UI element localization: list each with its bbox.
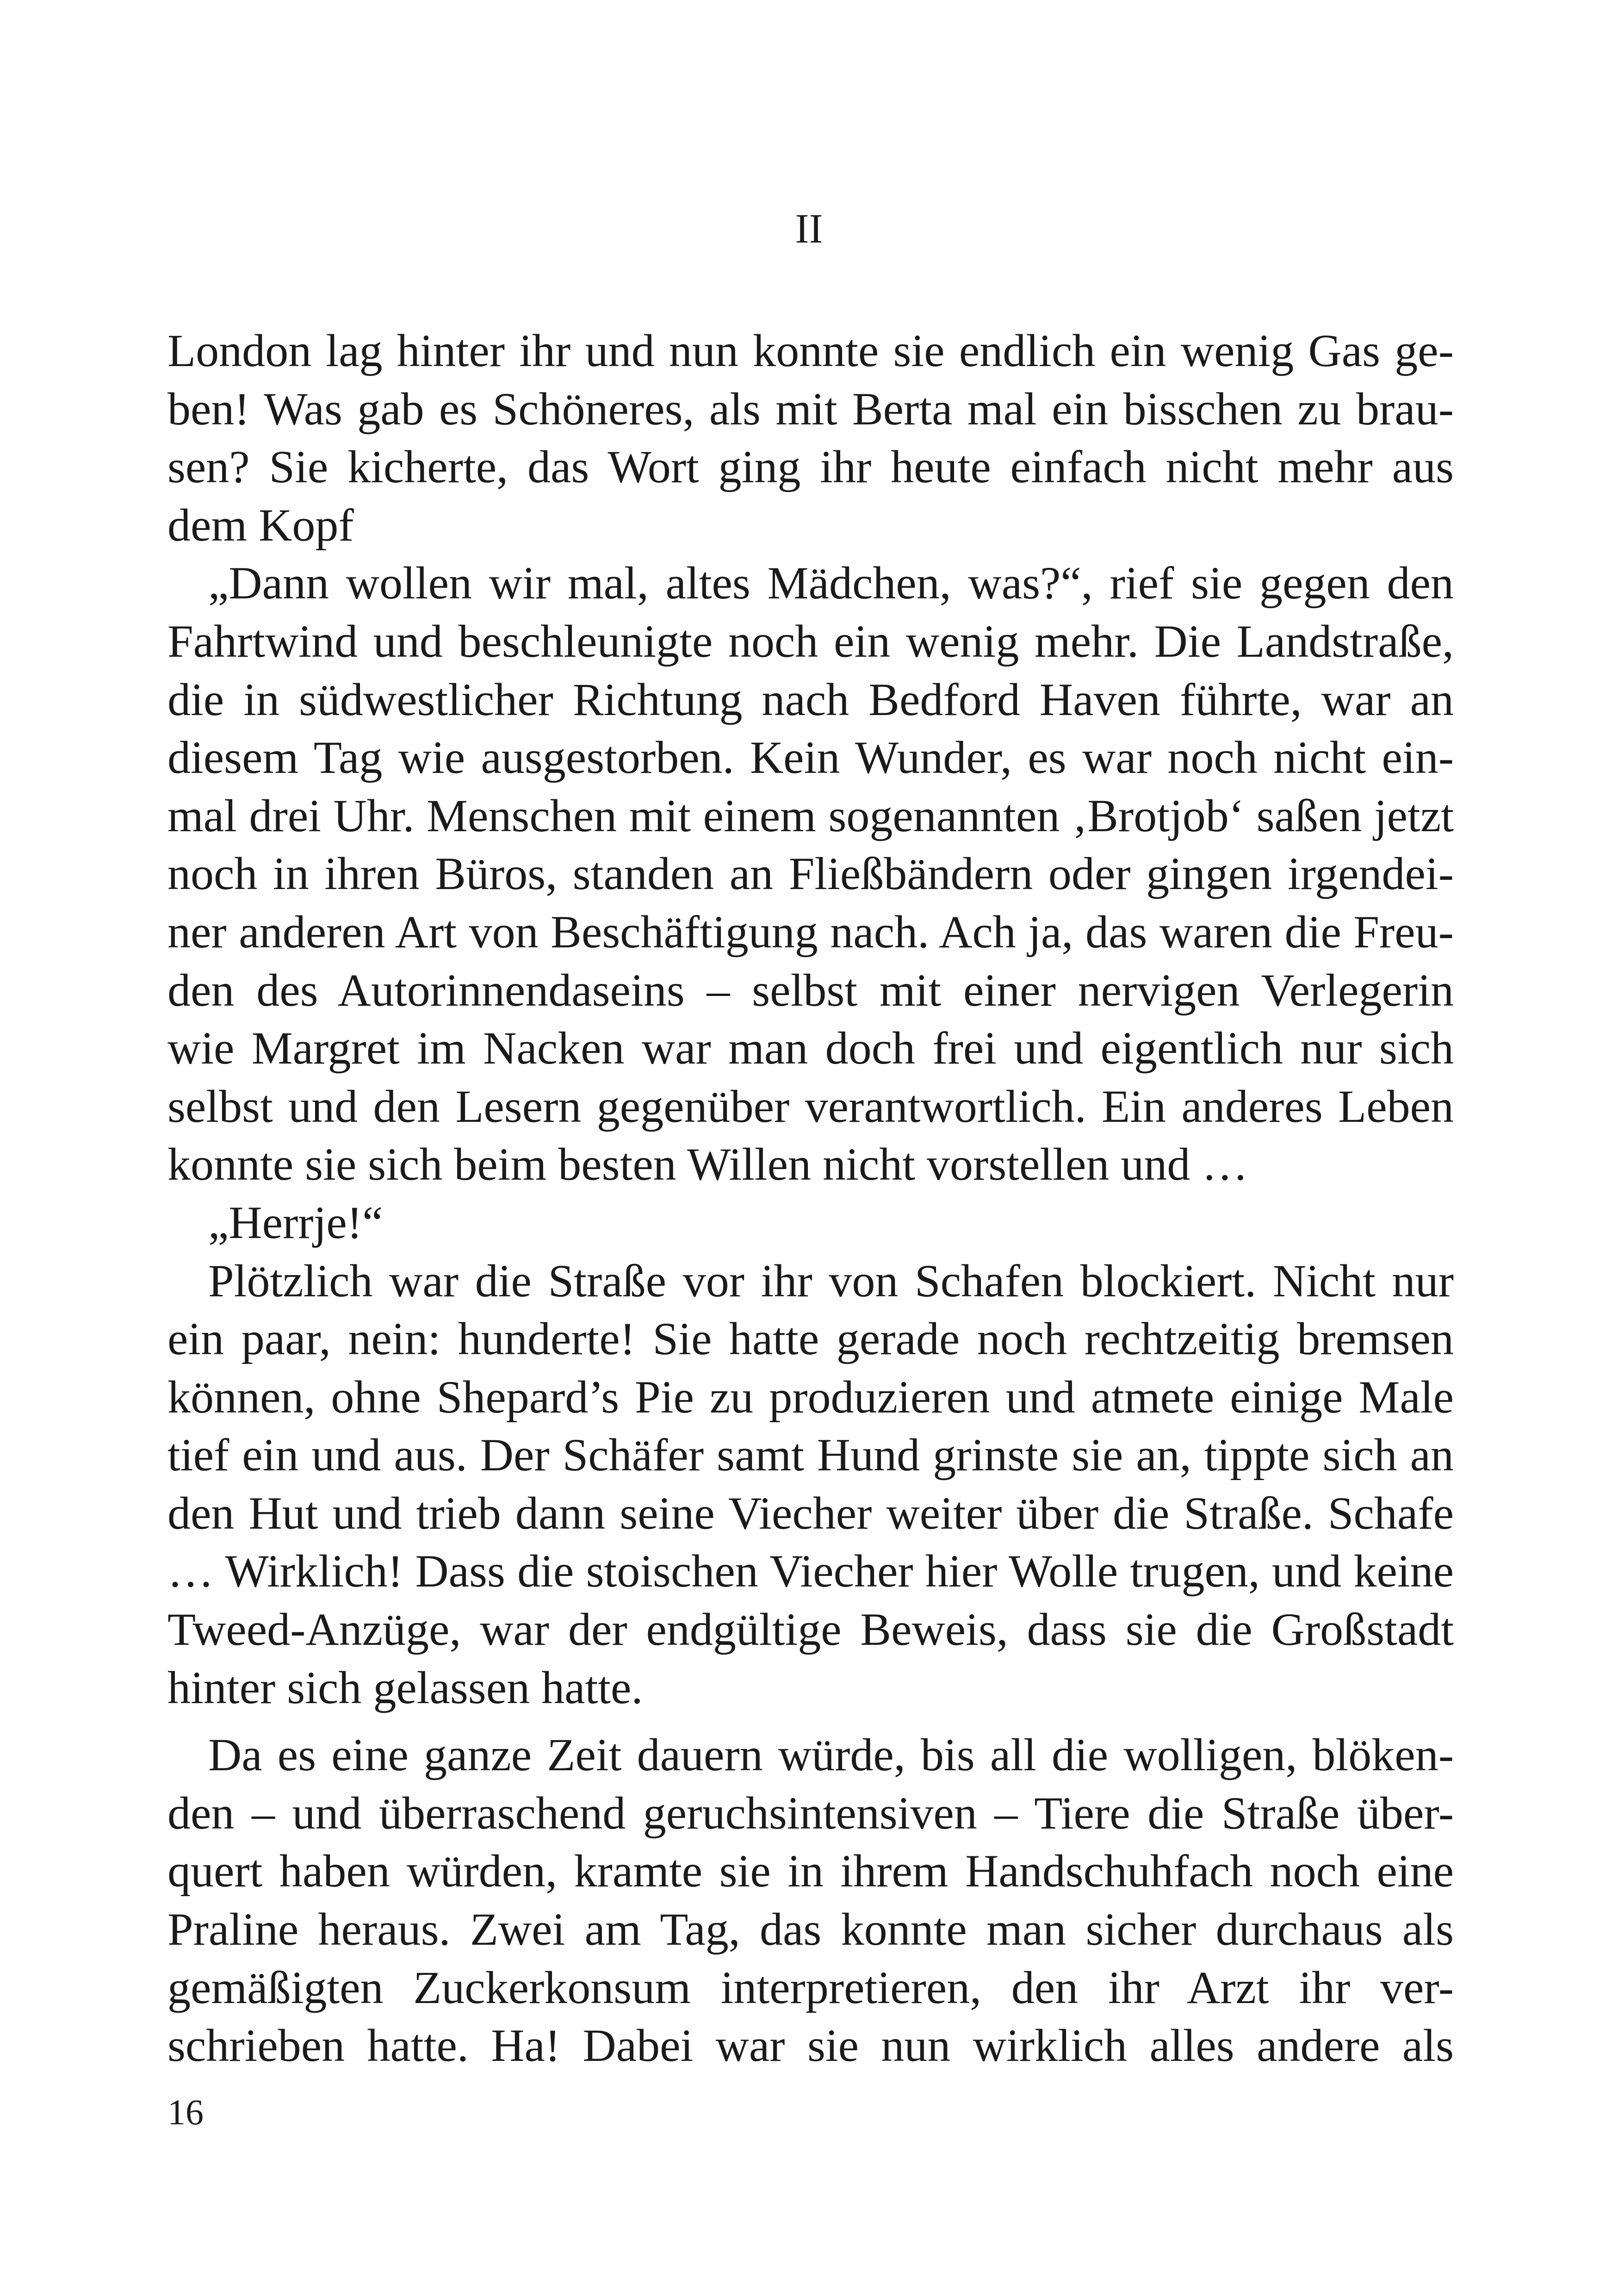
text-line: ein paar, nein: hunderte! Sie hatte gerade noch rechtzeitig bremsen (167, 1313, 1454, 1365)
text-line: dem Kopf (167, 499, 354, 551)
text-line: noch in ihren Büros, standen an Fließbändern oder gingen irgendei- (167, 848, 1454, 900)
text-line: hinter sich gelassen hatte. (167, 1661, 643, 1713)
text-line: Praline heraus. Zwei am Tag, das konnte man sicher durchaus als (167, 1904, 1454, 1955)
text-line: diesem Tag wie ausgestorben. Kein Wunder, es war noch nicht ein- (167, 732, 1454, 784)
text-line: „Dann wollen wir mal, altes Mädchen, was?“, rief sie gegen den (208, 557, 1454, 609)
text-line: Da es eine ganze Zeit dauern würde, bis all die wolligen, blöken- (208, 1729, 1454, 1781)
chapter-heading: II (795, 206, 823, 252)
text-line: ner anderen Art von Beschäftigung nach. Ach ja, das waren die Freu- (167, 906, 1454, 958)
text-line: ben! Was gab es Schöneres, als mit Berta mal ein bisschen zu brau- (167, 383, 1454, 435)
text-line: quert haben würden, kramte sie in ihrem Handschuhfach noch eine (167, 1845, 1454, 1897)
text-line: London lag hinter ihr und nun konnte sie endlich ein wenig Gas ge- (167, 325, 1454, 376)
text-line: selbst und den Lesern gegenüber verantwortlich. Ein anderes Leben (167, 1080, 1454, 1132)
text-line: tief ein und aus. Der Schäfer samt Hund grinste sie an, tippte sich an (167, 1429, 1454, 1481)
text-line: gemäßigten Zuckerkonsum interpretieren, den ihr Arzt ihr ver- (167, 1961, 1454, 2013)
body-text (167, 322, 1454, 2075)
text-line: mal drei Uhr. Menschen mit einem sogenannten ‚Brotjob‘ saßen jetzt (167, 790, 1454, 841)
text-line: schrieben hatte. Ha! Dabei war sie nun wirklich alles andere als (167, 2020, 1454, 2072)
text-line: den des Autorinnendaseins – selbst mit einer nervigen Verlegerin (167, 964, 1454, 1016)
text-line: Fahrtwind und beschleunigte noch ein wenig mehr. Die Landstraße, (167, 615, 1454, 667)
text-line: konnte sie sich beim besten Willen nicht vorstellen und … (167, 1139, 1248, 1190)
text-line: die in südwestlicher Richtung nach Bedford Haven führte, war an (167, 673, 1454, 725)
text-line: den Hut und trieb dann seine Viecher weiter über die Straße. Schafe (167, 1487, 1454, 1539)
paragraph-gap (167, 1717, 1454, 1726)
text-line: Plötzlich war die Straße vor ihr von Schafen blockiert. Nicht nur (208, 1255, 1454, 1307)
text-line: können, ohne Shepard’s Pie zu produzieren und atmete einige Male (167, 1371, 1454, 1423)
text-line: „Herrje!“ (208, 1196, 383, 1248)
page-number: 16 (167, 2092, 204, 2132)
text-line: Tweed-Anzüge, war der endgültige Beweis, dass sie die Großstadt (167, 1604, 1454, 1655)
text-line: wie Margret im Nacken war man doch frei und eigentlich nur sich (167, 1022, 1454, 1074)
text-line: … Wirklich! Dass die stoischen Viecher hier Wolle trugen, und keine (167, 1545, 1454, 1597)
text-line: sen? Sie kicherte, das Wort ging ihr heute einfach nicht mehr aus (167, 441, 1454, 493)
text-line: den – und überraschend geruchsintensiven – Tiere die Straße über- (167, 1787, 1454, 1839)
